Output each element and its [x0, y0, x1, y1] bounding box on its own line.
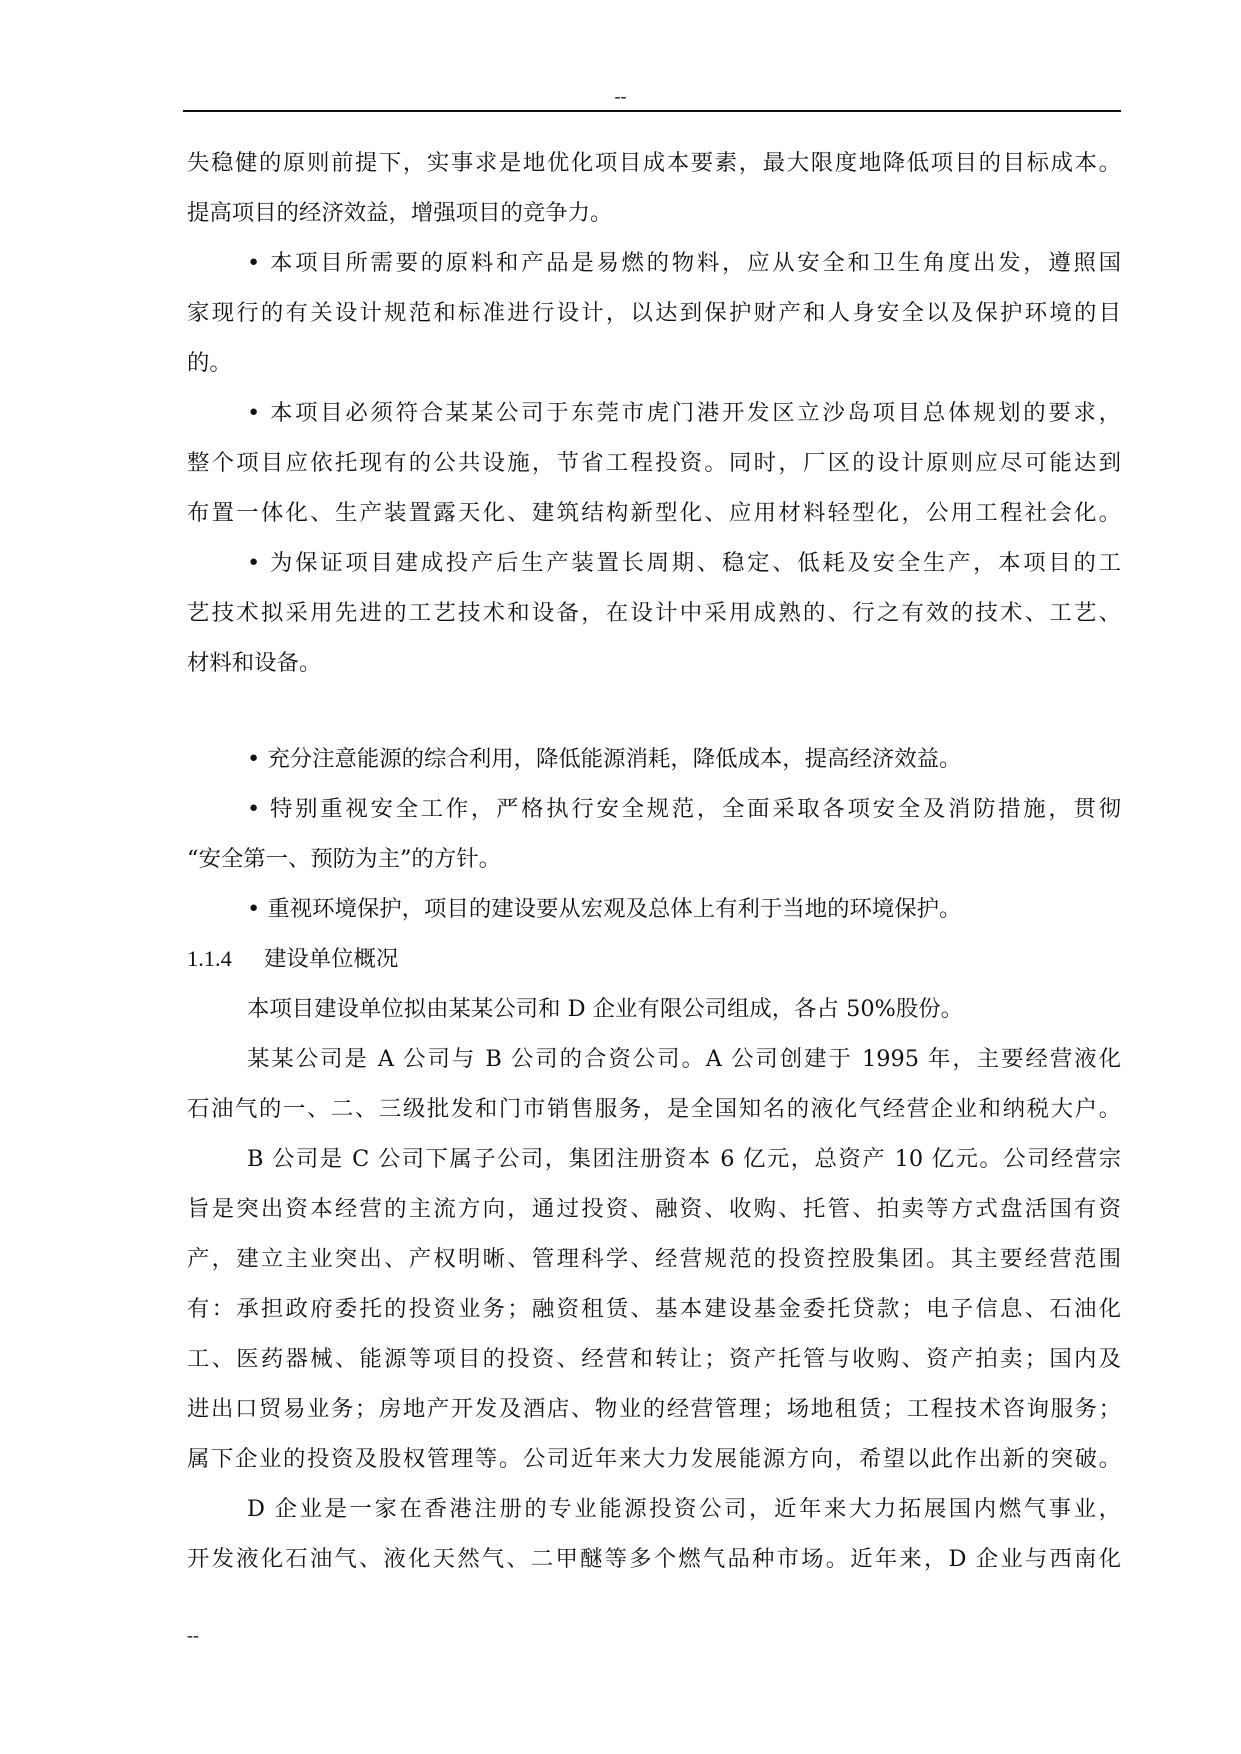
paragraph-technology: [187, 538, 1121, 688]
paragraph-company-d: [187, 1484, 1121, 1584]
text-line: 进出口贸易业务；房地产开发及酒店、物业的经营管理；场地租赁；工程技术咨询服务；: [187, 1396, 1121, 1422]
text-line: • 为保证项目建成投产后生产装置长周期、稳定、低耗及安全生产，本项目的工: [247, 550, 1121, 576]
text-line: 艺技术拟采用先进的工艺技术和设备，在设计中采用成熟的、行之有效的技术、工艺、: [187, 600, 1121, 626]
text-line: 整个项目应依托现有的公共设施，节省工程投资。同时，厂区的设计原则应尽可能达到: [187, 450, 1121, 476]
page-header-mark: --: [614, 86, 627, 106]
text-line: 失稳健的原则前提下，实事求是地优化项目成本要素，最大限度地降低项目的目标成本。: [187, 150, 1121, 176]
text-line: 本项目建设单位拟由某某公司和 D 企业有限公司组成，各占 50%股份。: [247, 996, 964, 1022]
text-line: 工、医药器械、能源等项目的投资、经营和转让；资产托管与收购、资产拍卖；国内及: [187, 1346, 1121, 1372]
text-line: • 充分注意能源的综合利用，降低能源消耗，降低成本，提高经济效益。: [247, 746, 962, 772]
text-line: 开发液化石油气、液化天然气、二甲醚等多个燃气品种市场。近年来，D 企业与西南化: [187, 1546, 1121, 1572]
text-line: 的。: [187, 350, 232, 376]
section-number: 1.1.4: [187, 946, 232, 971]
text-line: D 企业是一家在香港注册的专业能源投资公司，近年来大力拓展国内燃气事业，: [247, 1496, 1121, 1522]
text-line: 旨是突出资本经营的主流方向，通过投资、融资、收购、托管、拍卖等方式盘活国有资: [187, 1196, 1121, 1222]
text-line: • 特别重视安全工作，严格执行安全规范，全面采取各项安全及消防措施，贯彻: [247, 796, 1121, 822]
text-line: 有：承担政府委托的投资业务；融资租赁、基本建设基金委托贷款；电子信息、石油化: [187, 1296, 1121, 1322]
paragraph-environment: [187, 884, 1121, 934]
text-line: • 本项目必须符合某某公司于东莞市虎门港开发区立沙岛项目总体规划的要求，: [247, 400, 1121, 426]
text-line: 提高项目的经济效益，增强项目的竞争力。: [187, 200, 613, 226]
text-line: 某某公司是 A 公司与 B 公司的合资公司。A 公司创建于 1995 年，主要经营液化: [247, 1046, 1121, 1072]
paragraph-company-b: [187, 1134, 1121, 1484]
text-line: • 本项目所需要的原料和产品是易燃的物料，应从安全和卫生角度出发，遵照国: [247, 250, 1121, 276]
text-line: “安全第一、预防为主”的方针。: [187, 846, 501, 872]
text-line: B 公司是 C 公司下属子公司，集团注册资本 6 亿元，总资产 10 亿元。公司经营宗: [247, 1146, 1121, 1172]
paragraph-ownership: [187, 984, 1121, 1034]
document-body: [187, 138, 1121, 1584]
text-line: 产，建立主业突出、产权明晰、管理科学、经营规范的投资控股集团。其主要经营范围: [187, 1246, 1121, 1272]
paragraph-energy: [187, 734, 1121, 784]
text-line: 布置一体化、生产装置露天化、建筑结构新型化、应用材料轻型化，公用工程社会化。: [187, 500, 1121, 526]
header-rule: [183, 110, 1121, 112]
section-title: 建设单位概况: [264, 946, 399, 972]
paragraph-gap: [187, 688, 1121, 734]
section-heading: [187, 934, 1121, 984]
paragraph-safety-design: [187, 238, 1121, 388]
text-line: • 重视环境保护，项目的建设要从宏观及总体上有利于当地的环境保护。: [247, 896, 962, 922]
page-footer-mark: --: [187, 1625, 199, 1645]
text-line: 石油气的一、二、三级批发和门市销售服务，是全国知名的液化气经营企业和纳税大户。: [187, 1096, 1121, 1122]
text-line: 属下企业的投资及股权管理等。公司近年来大力发展能源方向，希望以此作出新的突破。: [187, 1446, 1121, 1472]
text-line: 材料和设备。: [187, 650, 322, 676]
text-line: 家现行的有关设计规范和标准进行设计，以达到保护财产和人身安全以及保护环境的目: [187, 300, 1121, 326]
paragraph-cost-principle: [187, 138, 1121, 238]
paragraph-company-a: [187, 1034, 1121, 1134]
paragraph-safety-work: [187, 784, 1121, 884]
paragraph-planning: [187, 388, 1121, 538]
